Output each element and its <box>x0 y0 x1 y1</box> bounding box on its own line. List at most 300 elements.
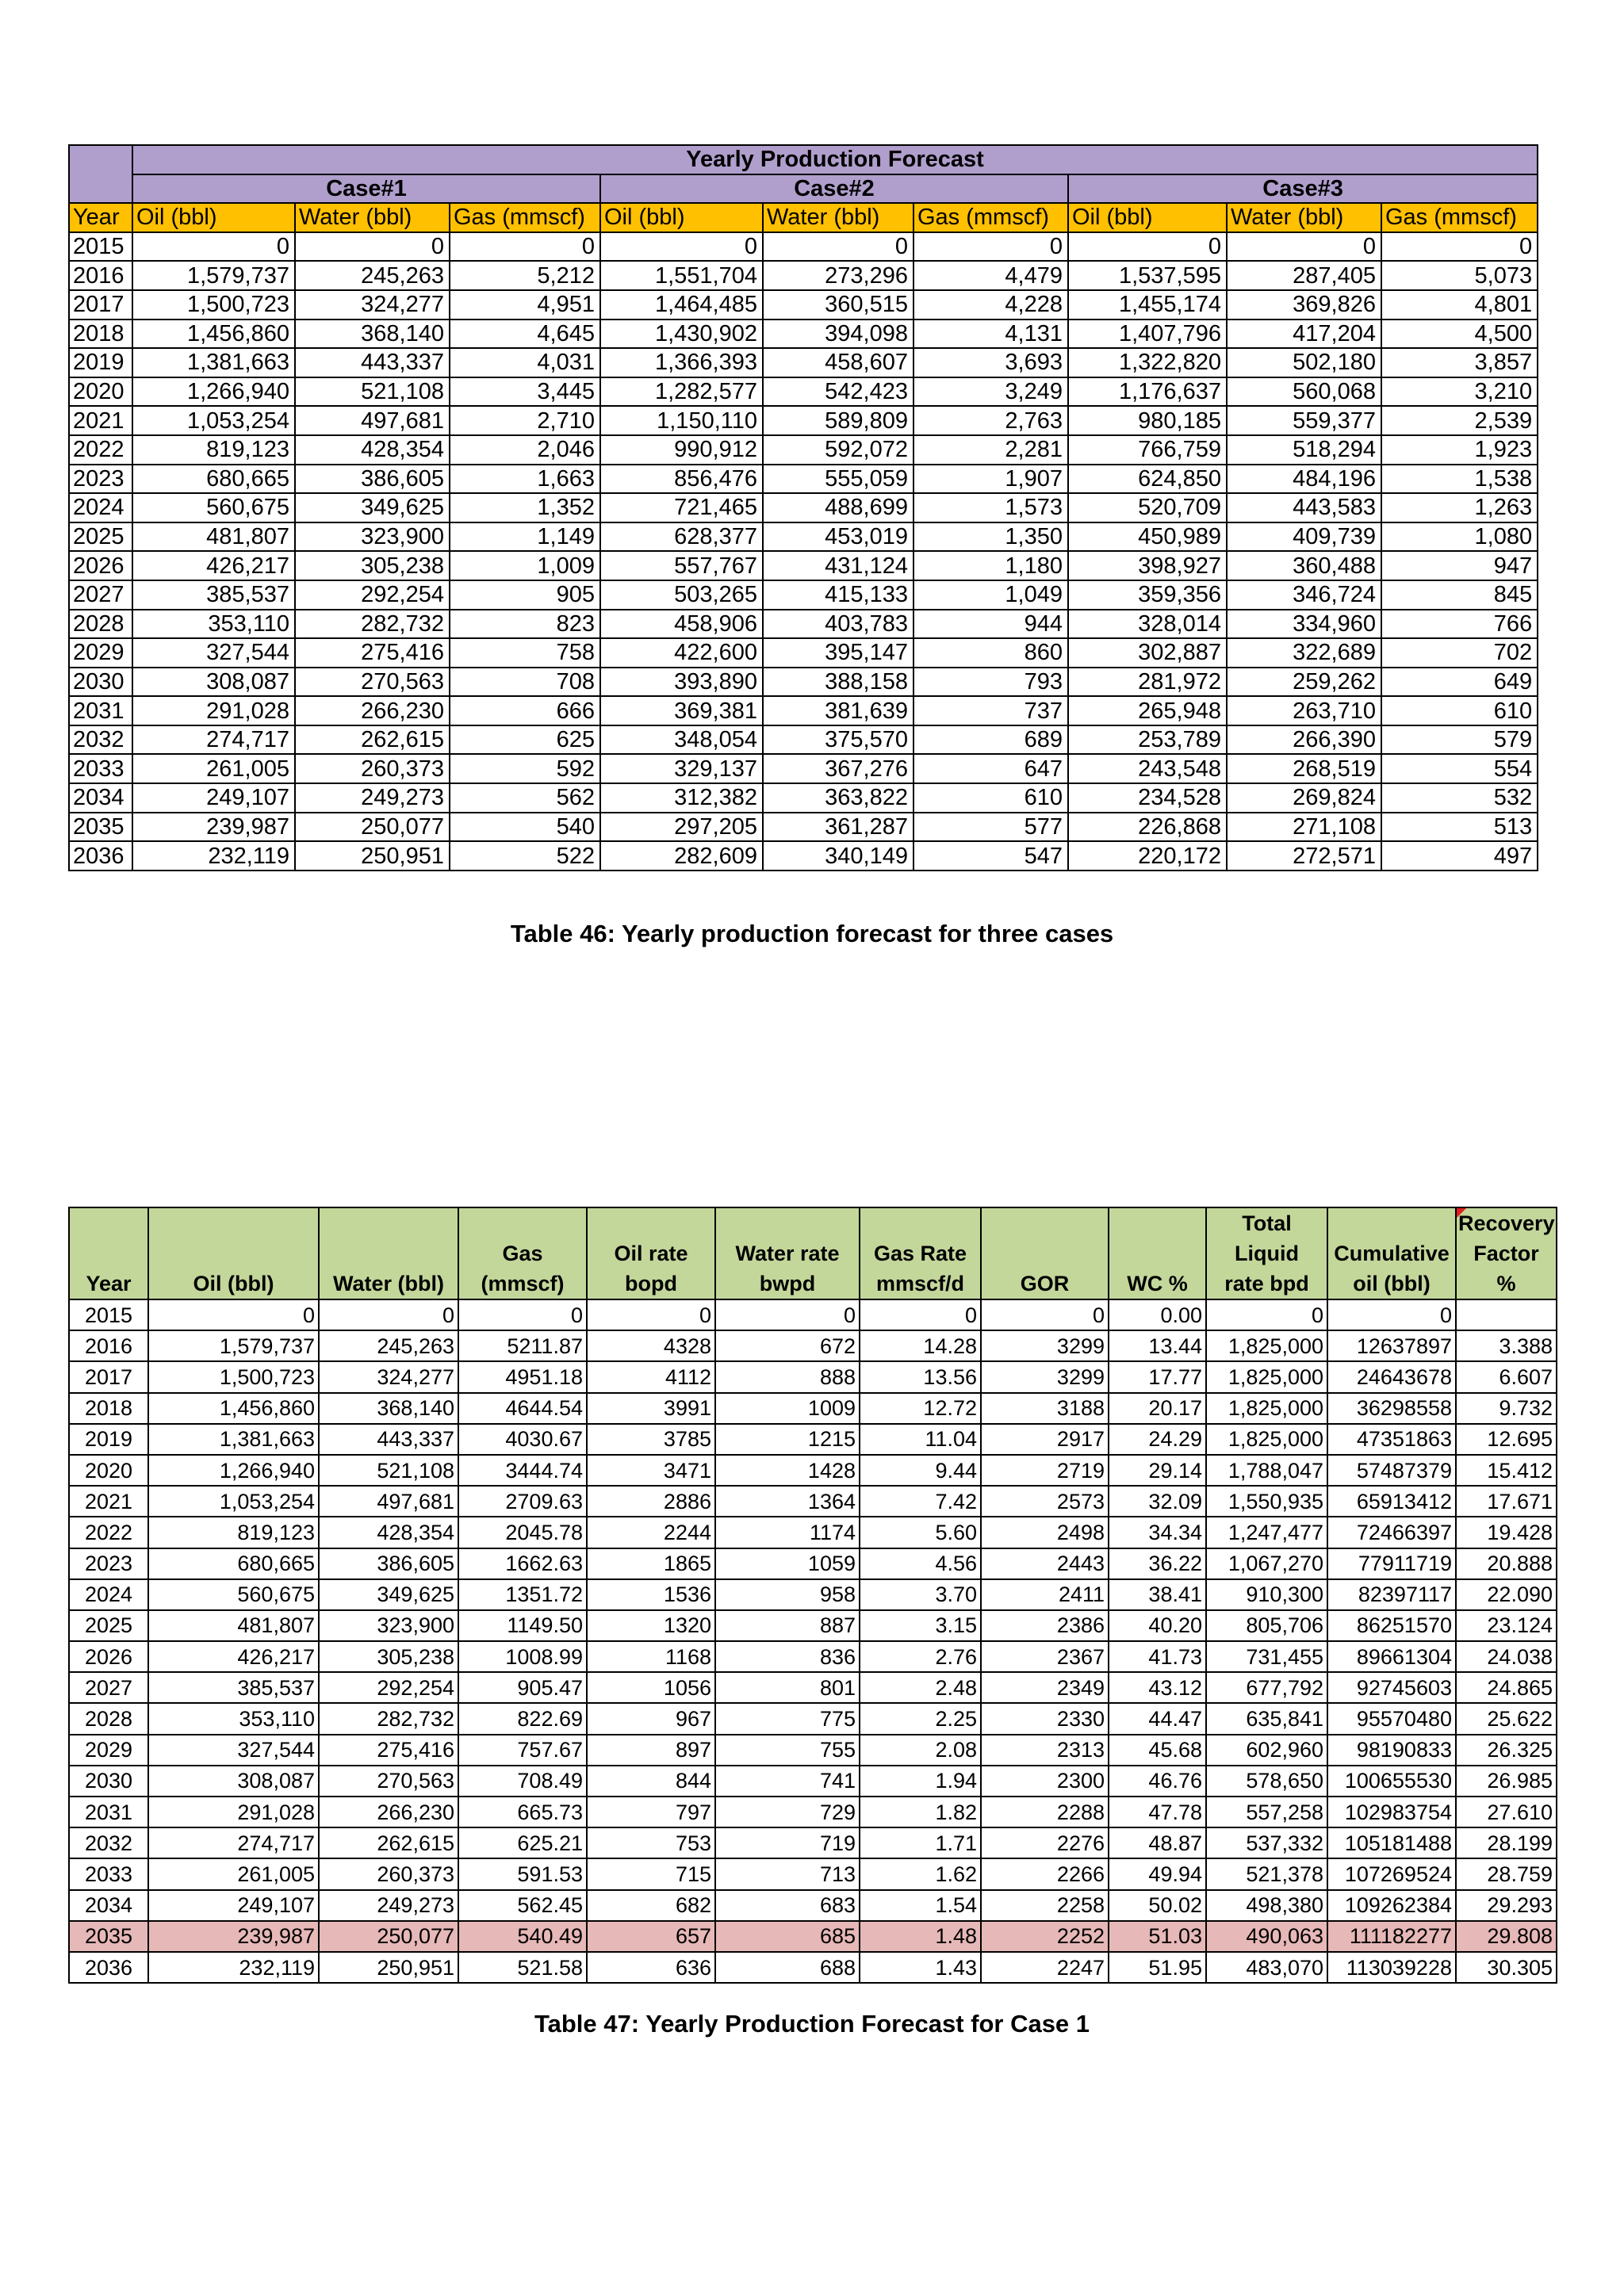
table-cell: 2,710 <box>450 406 600 435</box>
table-cell: 232,119 <box>132 841 295 871</box>
year-cell: 2028 <box>69 610 132 639</box>
table-cell: 2411 <box>981 1579 1109 1610</box>
table-cell: 1,825,000 <box>1206 1361 1327 1392</box>
table-cell: 3,210 <box>1381 377 1538 407</box>
table-cell: 19.428 <box>1456 1517 1557 1548</box>
table-cell: 250,951 <box>295 841 450 871</box>
table-cell: 602,960 <box>1206 1735 1327 1766</box>
table-cell: 369,826 <box>1227 290 1381 320</box>
table46-column-header: Water (bbl) <box>1227 203 1381 232</box>
table-cell: 262,615 <box>319 1827 458 1858</box>
table-row <box>69 1827 1557 1858</box>
table-cell: 268,519 <box>1227 754 1381 783</box>
table-cell: 823 <box>450 610 600 639</box>
table-cell: 3.70 <box>860 1579 981 1610</box>
table-cell: 1,825,000 <box>1206 1424 1327 1455</box>
table-cell: 1215 <box>715 1424 860 1455</box>
table-cell: 4030.67 <box>458 1424 587 1455</box>
table-row <box>69 348 1538 377</box>
table47-column-header <box>69 1207 148 1299</box>
table-cell: 271,108 <box>1227 813 1381 842</box>
table-cell: 26.325 <box>1456 1735 1557 1766</box>
table-cell: 0 <box>458 1299 587 1330</box>
table-cell: 443,583 <box>1227 493 1381 522</box>
table-row <box>69 1952 1557 1983</box>
table-cell: 521,108 <box>295 377 450 407</box>
table-row <box>69 1672 1557 1703</box>
table46-title-row <box>69 145 1538 174</box>
table-cell: 589,809 <box>763 406 914 435</box>
year-cell: 2019 <box>69 348 132 377</box>
table-cell: 3.388 <box>1456 1330 1557 1361</box>
table-cell: 348,054 <box>600 725 763 755</box>
table-cell: 1,573 <box>914 493 1068 522</box>
table-cell: 560,675 <box>132 493 295 522</box>
table-cell: 249,273 <box>319 1890 458 1921</box>
table-cell: 234,528 <box>1068 783 1227 813</box>
table-cell: 349,625 <box>295 493 450 522</box>
table-cell: 1,455,174 <box>1068 290 1227 320</box>
table-cell: 305,238 <box>319 1641 458 1672</box>
table-cell: 1,464,485 <box>600 290 763 320</box>
table-cell: 24643678 <box>1327 1361 1456 1392</box>
year-cell: 2017 <box>69 1361 148 1392</box>
table-cell: 1,350 <box>914 522 1068 552</box>
table-cell: 23.124 <box>1456 1610 1557 1641</box>
table-cell: 947 <box>1381 551 1538 580</box>
table-cell: 95570480 <box>1327 1703 1456 1734</box>
table-cell: 680,665 <box>148 1548 319 1579</box>
table-cell: 1,263 <box>1381 493 1538 522</box>
table-cell: 1168 <box>587 1641 715 1672</box>
table-cell: 291,028 <box>132 696 295 725</box>
table46-body <box>69 232 1538 871</box>
table-cell: 428,354 <box>319 1517 458 1548</box>
table-cell: 1,579,737 <box>132 261 295 290</box>
table-cell: 521,378 <box>1206 1858 1327 1889</box>
table-cell: 1.82 <box>860 1797 981 1827</box>
case3-header: Case#3 <box>1068 174 1538 204</box>
table-cell: 755 <box>715 1735 860 1766</box>
header-line: oil (bbl) <box>1353 1272 1431 1295</box>
table-cell: 220,172 <box>1068 841 1227 871</box>
table-cell: 324,277 <box>319 1361 458 1392</box>
table-cell: 1364 <box>715 1486 860 1517</box>
table-cell: 353,110 <box>148 1703 319 1734</box>
table-row <box>69 813 1538 842</box>
year-cell: 2015 <box>69 232 132 262</box>
table-cell: 1,550,935 <box>1206 1486 1327 1517</box>
table-cell: 458,607 <box>763 348 914 377</box>
table-cell: 3,445 <box>450 377 600 407</box>
table-cell: 1,663 <box>450 465 600 494</box>
table-cell: 542,423 <box>763 377 914 407</box>
table-cell: 1,537,595 <box>1068 261 1227 290</box>
table-cell: 2,046 <box>450 435 600 465</box>
table-cell: 753 <box>587 1827 715 1858</box>
header-line: % <box>1496 1272 1516 1295</box>
table-cell: 65913412 <box>1327 1486 1456 1517</box>
table-cell: 24.038 <box>1456 1641 1557 1672</box>
table-cell: 1,150,110 <box>600 406 763 435</box>
yearly-production-forecast-table <box>68 144 1538 871</box>
table-cell: 0 <box>587 1299 715 1330</box>
table-cell: 111182277 <box>1327 1921 1456 1952</box>
table-cell: 2.48 <box>860 1672 981 1703</box>
table-cell: 1351.72 <box>458 1579 587 1610</box>
table-cell: 3444.74 <box>458 1455 587 1486</box>
table-cell: 381,639 <box>763 696 914 725</box>
table46-column-header: Oil (bbl) <box>600 203 763 232</box>
table-cell: 2498 <box>981 1517 1109 1548</box>
table-cell: 245,263 <box>319 1330 458 1361</box>
table-cell: 1174 <box>715 1517 860 1548</box>
table-cell: 3,857 <box>1381 348 1538 377</box>
table-cell: 2288 <box>981 1797 1109 1827</box>
table-row <box>69 1393 1557 1424</box>
year-cell: 2035 <box>69 1921 148 1952</box>
table47-column-header <box>860 1207 981 1299</box>
table-cell: 910,300 <box>1206 1579 1327 1610</box>
table-cell: 628,377 <box>600 522 763 552</box>
table-cell: 77911719 <box>1327 1548 1456 1579</box>
table-cell: 360,488 <box>1227 551 1381 580</box>
table-cell: 4,801 <box>1381 290 1538 320</box>
table-cell: 349,625 <box>319 1579 458 1610</box>
table-cell: 281,972 <box>1068 668 1227 697</box>
table-cell: 689 <box>914 725 1068 755</box>
header-line: Total Liquid <box>1235 1211 1299 1265</box>
table-cell: 305,238 <box>295 551 450 580</box>
table-cell: 497 <box>1381 841 1538 871</box>
table-cell: 2266 <box>981 1858 1109 1889</box>
table-cell: 2349 <box>981 1672 1109 1703</box>
table-cell: 490,063 <box>1206 1921 1327 1952</box>
table46-column-header: Oil (bbl) <box>132 203 295 232</box>
table-row <box>69 551 1538 580</box>
table-cell: 1,579,737 <box>148 1330 319 1361</box>
table-cell: 260,373 <box>319 1858 458 1889</box>
table-cell: 672 <box>715 1330 860 1361</box>
table-cell: 3299 <box>981 1330 1109 1361</box>
table-cell: 24.865 <box>1456 1672 1557 1703</box>
table-cell: 1.48 <box>860 1921 981 1952</box>
table-cell: 270,563 <box>295 668 450 697</box>
table-cell: 766 <box>1381 610 1538 639</box>
table-cell: 518,294 <box>1227 435 1381 465</box>
table-cell: 226,868 <box>1068 813 1227 842</box>
header-line: Gas Rate <box>873 1242 967 1265</box>
table-cell: 1,788,047 <box>1206 1455 1327 1486</box>
table-cell: 1,500,723 <box>132 290 295 320</box>
table-row <box>69 725 1538 755</box>
table-row <box>69 435 1538 465</box>
header-line: Oil rate <box>614 1242 688 1265</box>
table-cell: 282,732 <box>319 1703 458 1734</box>
header-line: Cumulative <box>1334 1242 1450 1265</box>
table-cell: 4644.54 <box>458 1393 587 1424</box>
table-cell: 34.34 <box>1109 1517 1206 1548</box>
table-cell: 4,131 <box>914 320 1068 349</box>
table46-year-header: Year <box>69 203 132 232</box>
table-cell: 2330 <box>981 1703 1109 1734</box>
year-cell: 2016 <box>69 261 132 290</box>
table-cell: 41.73 <box>1109 1641 1206 1672</box>
table-cell: 688 <box>715 1952 860 1983</box>
table-cell: 887 <box>715 1610 860 1641</box>
table-row <box>69 465 1538 494</box>
table46-caption: Table 46: Yearly production forecast for three cases <box>510 920 1114 947</box>
table-row <box>69 1641 1557 1672</box>
table-cell: 758 <box>450 638 600 668</box>
table-cell: 5,073 <box>1381 261 1538 290</box>
table-cell: 0 <box>450 232 600 262</box>
table-row <box>69 754 1538 783</box>
table-cell: 0 <box>981 1299 1109 1330</box>
table-cell: 0.00 <box>1109 1299 1206 1330</box>
year-cell: 2034 <box>69 783 132 813</box>
table-row <box>69 522 1538 552</box>
table-cell: 38.41 <box>1109 1579 1206 1610</box>
year-cell: 2034 <box>69 1890 148 1921</box>
table-cell: 624,850 <box>1068 465 1227 494</box>
year-cell: 2016 <box>69 1330 148 1361</box>
year-cell: 2030 <box>69 668 132 697</box>
table-cell: 249,107 <box>148 1890 319 1921</box>
table-cell: 36.22 <box>1109 1548 1206 1579</box>
year-cell: 2036 <box>69 841 132 871</box>
table-cell: 591.53 <box>458 1858 587 1889</box>
table-cell: 45.68 <box>1109 1735 1206 1766</box>
table-cell: 680,665 <box>132 465 295 494</box>
case1-header: Case#1 <box>132 174 600 204</box>
table-cell: 766,759 <box>1068 435 1227 465</box>
table-cell: 0 <box>763 232 914 262</box>
year-cell: 2018 <box>69 1393 148 1424</box>
table-cell: 513 <box>1381 813 1538 842</box>
year-cell: 2022 <box>69 435 132 465</box>
table-cell: 560,068 <box>1227 377 1381 407</box>
year-cell: 2026 <box>69 551 132 580</box>
table-cell: 13.44 <box>1109 1330 1206 1361</box>
table-cell: 610 <box>914 783 1068 813</box>
table-cell: 2917 <box>981 1424 1109 1455</box>
table-cell: 249,107 <box>132 783 295 813</box>
table-cell: 0 <box>295 232 450 262</box>
table-row <box>69 1548 1557 1579</box>
table-cell: 579 <box>1381 725 1538 755</box>
table-cell: 562 <box>450 783 600 813</box>
table-row <box>69 320 1538 349</box>
header-line: Water (bbl) <box>333 1272 444 1295</box>
year-cell: 2028 <box>69 1703 148 1734</box>
table-cell: 272,571 <box>1227 841 1381 871</box>
table-cell: 443,337 <box>319 1424 458 1455</box>
table-cell: 450,989 <box>1068 522 1227 552</box>
table-cell: 113039228 <box>1327 1952 1456 1983</box>
year-cell: 2035 <box>69 813 132 842</box>
table-cell: 845 <box>1381 580 1538 610</box>
table-cell: 3,249 <box>914 377 1068 407</box>
table47-column-header <box>1327 1207 1456 1299</box>
table-cell: 713 <box>715 1858 860 1889</box>
table-cell: 3,693 <box>914 348 1068 377</box>
year-cell: 2024 <box>69 1579 148 1610</box>
table-cell: 844 <box>587 1766 715 1797</box>
table-cell: 1320 <box>587 1610 715 1641</box>
table-cell: 7.42 <box>860 1486 981 1517</box>
table-cell: 324,277 <box>295 290 450 320</box>
table-cell: 261,005 <box>148 1858 319 1889</box>
table-cell: 51.95 <box>1109 1952 1206 1983</box>
year-cell: 2022 <box>69 1517 148 1548</box>
year-cell: 2036 <box>69 1952 148 1983</box>
table-cell: 625 <box>450 725 600 755</box>
table-cell: 302,887 <box>1068 638 1227 668</box>
table-cell: 592 <box>450 754 600 783</box>
table-cell: 1,381,663 <box>132 348 295 377</box>
table47-body <box>69 1299 1557 1983</box>
table-cell: 1.71 <box>860 1827 981 1858</box>
table-cell: 409,739 <box>1227 522 1381 552</box>
year-cell: 2025 <box>69 522 132 552</box>
year-cell: 2030 <box>69 1766 148 1797</box>
table-cell: 5211.87 <box>458 1330 587 1361</box>
table-cell: 253,789 <box>1068 725 1227 755</box>
table-cell: 0 <box>600 232 763 262</box>
table-cell: 757.67 <box>458 1735 587 1766</box>
header-line: Gas (mmscf) <box>481 1242 565 1295</box>
table-cell: 239,987 <box>148 1921 319 1952</box>
table-row <box>69 1858 1557 1889</box>
table-cell: 3471 <box>587 1455 715 1486</box>
table-cell: 2573 <box>981 1486 1109 1517</box>
table-cell: 1.54 <box>860 1890 981 1921</box>
table-cell: 715 <box>587 1858 715 1889</box>
table-row <box>69 493 1538 522</box>
table-cell: 801 <box>715 1672 860 1703</box>
table46-column-header: Oil (bbl) <box>1068 203 1227 232</box>
table-row <box>69 1766 1557 1797</box>
year-cell: 2032 <box>69 1827 148 1858</box>
table-cell: 353,110 <box>132 610 295 639</box>
table-cell: 100655530 <box>1327 1766 1456 1797</box>
table-cell: 20.888 <box>1456 1548 1557 1579</box>
table-cell: 403,783 <box>763 610 914 639</box>
table-cell: 2367 <box>981 1641 1109 1672</box>
table-row <box>69 696 1538 725</box>
table-cell: 17.77 <box>1109 1361 1206 1392</box>
table-cell: 26.985 <box>1456 1766 1557 1797</box>
table-row <box>69 290 1538 320</box>
table-cell: 323,900 <box>295 522 450 552</box>
table47-column-header <box>1456 1207 1557 1299</box>
table-cell: 250,077 <box>295 813 450 842</box>
table-row <box>69 406 1538 435</box>
table-cell: 1,053,254 <box>132 406 295 435</box>
table-cell: 275,416 <box>319 1735 458 1766</box>
table-cell: 522 <box>450 841 600 871</box>
table-cell: 1.62 <box>860 1858 981 1889</box>
year-cell: 2024 <box>69 493 132 522</box>
table-cell: 415,133 <box>763 580 914 610</box>
table-cell: 13.56 <box>860 1361 981 1392</box>
table-cell: 719 <box>715 1827 860 1858</box>
year-cell: 2031 <box>69 696 132 725</box>
table-cell: 259,262 <box>1227 668 1381 697</box>
table-row <box>69 1579 1557 1610</box>
table-cell: 260,373 <box>295 754 450 783</box>
table-cell: 708.49 <box>458 1766 587 1797</box>
table-cell: 312,382 <box>600 783 763 813</box>
table-cell: 292,254 <box>319 1672 458 1703</box>
table-cell: 388,158 <box>763 668 914 697</box>
table-cell: 3188 <box>981 1393 1109 1424</box>
table-cell: 40.20 <box>1109 1610 1206 1641</box>
table47-column-header <box>1109 1207 1206 1299</box>
table-row <box>69 580 1538 610</box>
table-cell: 261,005 <box>132 754 295 783</box>
table-cell: 497,681 <box>295 406 450 435</box>
table-cell: 1,538 <box>1381 465 1538 494</box>
table-cell: 426,217 <box>148 1641 319 1672</box>
table-cell: 540 <box>450 813 600 842</box>
table-cell: 22.090 <box>1456 1579 1557 1610</box>
table-cell: 262,615 <box>295 725 450 755</box>
table-cell: 1428 <box>715 1455 860 1486</box>
year-cell: 2033 <box>69 1858 148 1889</box>
table-cell: 856,476 <box>600 465 763 494</box>
table-cell: 905 <box>450 580 600 610</box>
table-cell: 274,717 <box>148 1827 319 1858</box>
table-cell: 0 <box>1068 232 1227 262</box>
table-cell: 2443 <box>981 1548 1109 1579</box>
table-cell: 592,072 <box>763 435 914 465</box>
table-cell: 51.03 <box>1109 1921 1206 1952</box>
table-cell: 266,390 <box>1227 725 1381 755</box>
table-cell: 498,380 <box>1206 1890 1327 1921</box>
table-cell: 775 <box>715 1703 860 1734</box>
table-cell: 12.695 <box>1456 1424 1557 1455</box>
header-line: Oil (bbl) <box>193 1272 274 1295</box>
year-cell: 2023 <box>69 465 132 494</box>
table46-column-header: Water (bbl) <box>763 203 914 232</box>
table-cell: 1,266,940 <box>148 1455 319 1486</box>
table-row <box>69 1610 1557 1641</box>
table-cell: 521.58 <box>458 1952 587 1983</box>
table-cell: 266,230 <box>319 1797 458 1827</box>
table-cell: 46.76 <box>1109 1766 1206 1797</box>
table-row <box>69 1735 1557 1766</box>
table-cell: 275,416 <box>295 638 450 668</box>
header-line: mmscf/d <box>875 1272 965 1295</box>
table-cell: 386,605 <box>319 1548 458 1579</box>
table-cell: 980,185 <box>1068 406 1227 435</box>
table-cell: 395,147 <box>763 638 914 668</box>
header-line: Factor <box>1473 1242 1539 1265</box>
table-cell: 308,087 <box>132 668 295 697</box>
table-row <box>69 1921 1557 1952</box>
table-cell: 708 <box>450 668 600 697</box>
year-cell: 2017 <box>69 290 132 320</box>
table-cell: 1,322,820 <box>1068 348 1227 377</box>
table46-column-header: Water (bbl) <box>295 203 450 232</box>
year-cell: 2021 <box>69 406 132 435</box>
table-cell: 0 <box>1327 1299 1456 1330</box>
table-cell: 1,067,270 <box>1206 1548 1327 1579</box>
table-cell: 819,123 <box>148 1517 319 1548</box>
table-cell: 105181488 <box>1327 1827 1456 1858</box>
